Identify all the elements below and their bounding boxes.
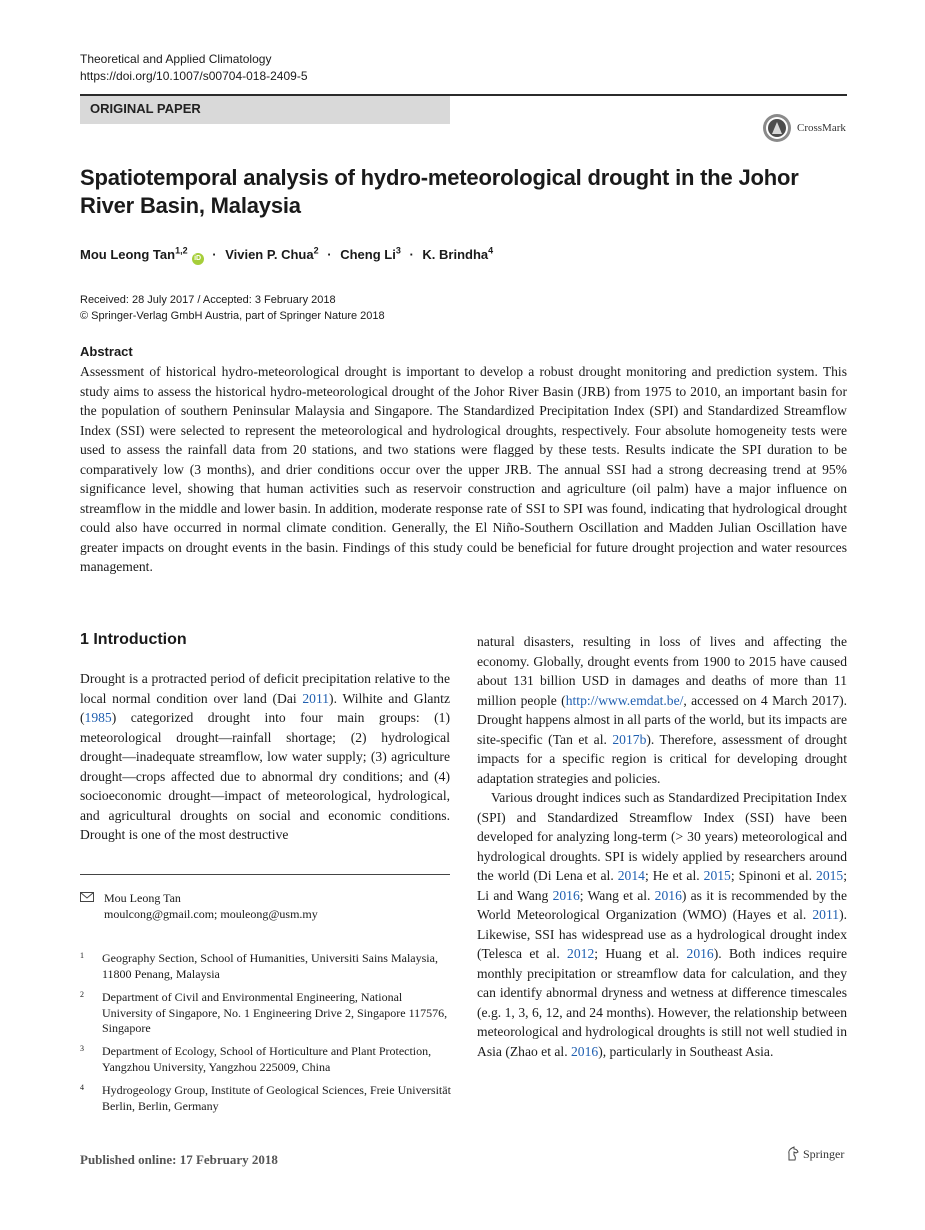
citation-link[interactable]: 2014	[617, 868, 645, 883]
crossmark-icon	[762, 113, 792, 143]
body-text: ; Spinoni et al.	[730, 868, 817, 883]
body-text: ; Huang et al.	[594, 946, 687, 961]
author-name: Mou Leong Tan	[80, 247, 176, 262]
body-text: ) as it is recommended by the World Meteorological Organization (WMO) (Hayes et al.	[477, 887, 848, 922]
affiliation-text: Department of Civil and Environmental Engineering, National University of Singapore, No. 1 Engineering Drive 2, Singapore 117576, Singapore	[102, 990, 448, 1035]
affiliation-number: 2	[80, 990, 84, 999]
footnote-rule	[80, 874, 450, 875]
citation-link[interactable]: 2016	[654, 887, 682, 903]
orcid-icon[interactable]: iD	[192, 253, 204, 265]
affiliation	[80, 951, 452, 982]
author-list	[80, 245, 493, 265]
journal-header	[80, 51, 308, 85]
author-affiliation-marker: 2	[313, 245, 319, 256]
body-text: natural disasters, resulting in loss of lives and affecting the economy. Globally, drought events from 1900 to 2015 have caused about 131 billion USD in damages and deaths of more than 11 million people (	[477, 634, 847, 708]
affiliation	[80, 990, 452, 1037]
body-text: ; He et al.	[644, 868, 704, 883]
citation-link[interactable]: 2012	[567, 946, 595, 961]
crossmark-label: CrossMark	[797, 122, 846, 134]
citation-link[interactable]: 2017b	[612, 731, 647, 747]
paper-title: Spatiotemporal analysis of hydro-meteorological drought in the Johor River Basin, Malaysia	[80, 165, 799, 218]
author-name: Vivien P. Chua	[225, 247, 314, 262]
copyright-notice: © Springer-Verlag GmbH Austria, part of Springer Nature 2018	[80, 310, 385, 322]
affiliation-text: Department of Ecology, School of Horticulture and Plant Protection, Yangzhou University, Yangzhou 225009, China	[102, 1044, 432, 1074]
citation-link[interactable]: 2011	[812, 907, 840, 922]
received-accepted-dates: Received: 28 July 2017 / Accepted: 3 February 2018	[80, 294, 336, 306]
affiliation	[80, 1083, 452, 1114]
affiliation	[80, 1044, 452, 1075]
affiliation-text: Geography Section, School of Humanities, Universiti Sains Malaysia, 11800 Penang, Malaysia	[102, 951, 438, 981]
author-affiliation-marker: 1,2	[175, 245, 188, 256]
published-online-date: Published online: 17 February 2018	[80, 1152, 278, 1167]
contact-name: Mou Leong Tan	[104, 891, 181, 905]
springer-label: Springer	[803, 1147, 845, 1161]
body-text: ), particularly in Southeast Asia.	[598, 1043, 774, 1059]
url-link[interactable]: http://www.emdat.be/	[565, 692, 684, 708]
doi-link[interactable]: https://doi.org/10.1007/s00704-018-2409-5	[80, 69, 308, 83]
introduction-column-2	[477, 632, 847, 1061]
citation-link[interactable]: 1985	[84, 710, 112, 725]
author-separator: ·	[409, 247, 414, 262]
springer-logo	[786, 1145, 856, 1165]
contact-emails[interactable]: moulcong@gmail.com; mouleong@usm.my	[104, 907, 318, 921]
author-separator: ·	[212, 247, 217, 262]
paragraph	[477, 632, 847, 788]
body-text: ; Li and Wang	[477, 868, 847, 903]
springer-horse-icon	[786, 1146, 800, 1161]
author-affiliation-marker: 4	[488, 245, 494, 256]
body-text: ). Wilhite and Glantz (	[80, 690, 450, 725]
affiliation-number: 3	[80, 1044, 84, 1053]
abstract-heading: Abstract	[80, 344, 133, 359]
body-text: ). Both indices require monthly precipitation or streamflow data for calculation, and they can identify abnormal dryness and wetness at difference timescales (e.g. 1, 3, 6, 12, and 24 months). However, the relationship between meteorological and hydrological droughts is still not well studied in Asia (Zhao et al.	[477, 946, 847, 1059]
envelope-icon	[80, 892, 94, 902]
article-type-label: ORIGINAL PAPER	[80, 96, 450, 124]
section-heading-introduction: 1 Introduction	[80, 631, 187, 648]
body-text: , accessed on 4 March 2017). Drought happens almost in all parts of the world, but its impacts are site-specific (Tan et al.	[477, 692, 847, 747]
body-text: Drought is a protracted period of deficit precipitation relative to the local normal condition over land (Dai	[80, 671, 450, 706]
body-text: ). Likewise, SSI has widespread use as a hydrological drought index (Telesca et al.	[477, 907, 847, 961]
introduction-column-1	[80, 669, 450, 845]
body-text: ; Wang et al.	[579, 887, 655, 903]
citation-link[interactable]: 2015	[703, 868, 731, 883]
body-text: Various drought indices such as Standardized Precipitation Index (SPI) and Standardized Streamflow Index (SSI) have been developed for analyzing long-term (> 30 years) meteorological and hydrological droughts. SPI is widely applied by researchers around the world (Di Lena et al.	[477, 790, 847, 883]
body-text: ) categorized drought into four main groups: (1) meteorological drought—rainfall shortage; (2) hydrological drought—inadequate streamflow, low water supply; (3) agriculture drought—crops affected due to abnormal dry conditions; and (4) socioeconomic drought—impact of meteorological, hydrological, and agricultural droughts on social and economic conditions. Drought is one of the most destructive	[80, 710, 450, 842]
author-affiliation-marker: 3	[395, 245, 401, 256]
citation-link[interactable]: 2016	[686, 946, 714, 961]
affiliation-number: 4	[80, 1083, 84, 1092]
crossmark-badge[interactable]	[762, 113, 852, 147]
citation-link[interactable]: 2015	[816, 868, 844, 883]
author-separator: ·	[327, 247, 332, 262]
affiliation-number: 1	[80, 951, 84, 960]
author-name: Cheng Li	[340, 247, 396, 262]
citation-link[interactable]: 2016	[571, 1043, 599, 1059]
affiliation-text: Hydrogeology Group, Institute of Geological Sciences, Freie Universität Berlin, Berlin, Germany	[102, 1083, 451, 1113]
body-text: ). Therefore, assessment of drought impacts for a specific region is critical for developing drought adaptation strategies and policies.	[477, 731, 847, 786]
citation-link[interactable]: 2011	[302, 690, 330, 706]
article-dates	[80, 292, 385, 324]
abstract-text: Assessment of historical hydro-meteorological drought is important to develop a robust drought monitoring and prediction system. This study aims to assess the historical hydro-meteorological drought of the Johor River Basin (JRB) from 1975 to 2010, an important basin for the population of southern Peninsular Malaysia and Singapore. The Standardized Precipitation Index (SPI) and Standardized Streamflow Index (SSI) were selected to represent the meteorological and hydrological droughts, respectively. Four absolute homogeneity tests were used to assess the rainfall data from 20 stations, and two stations were flagged by these tests. Results indicate the SPI duration to be comparatively low (3 months), and drier conditions occur over the upper JRB. The annual SSI had a strong decreasing trend at 95% significance level, showing that human activities such as reservoir construction and agriculture (oil palm) have a major influence on streamflow in the middle and lower basin. In addition, moderate response rate of SSI to SPI was found, indicating that hydrological drought could also have occurred in normal climate condition. Generally, the El Niño-Southern Oscillation and Madden Julian Oscillation have greater impacts on drought events in the basin. Findings of this study could be beneficial for future drought projection and water resources management.	[80, 364, 847, 574]
journal-name: Theoretical and Applied Climatology	[80, 52, 272, 66]
citation-link[interactable]: 2016	[552, 887, 580, 903]
paragraph	[477, 788, 847, 1061]
author-name: K. Brindha	[422, 247, 489, 262]
